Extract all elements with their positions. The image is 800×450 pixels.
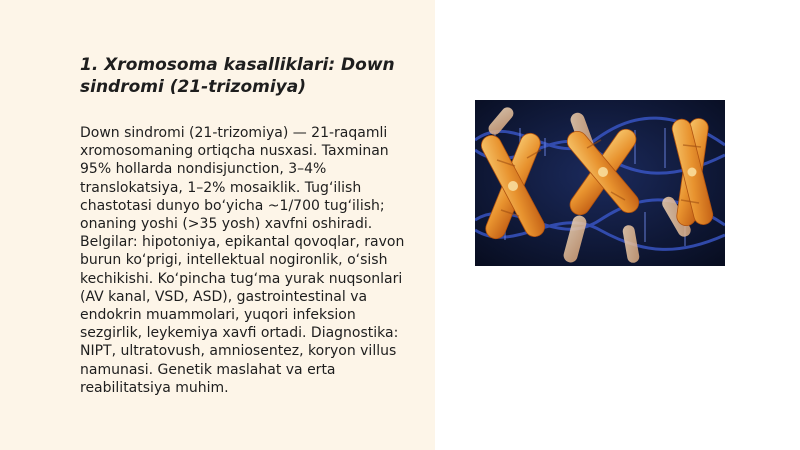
chromosomes-image xyxy=(475,100,725,266)
slide-body-text: Down sindromi (21-trizomiya) — 21-raqamli xromosomaning ortiqcha nusxasi. Taxminan 95% hollarda nondisjunction, 3–4% translokatsiya, 1–2% mosaiklik. Tug‘ilish chastotasi dunyo bo‘yicha ~1/700 tug‘ilish; onaning yoshi (>35 yosh) xavfni oshiradi. Belgilar: hipotoniya, epikantal qovoqlar, ravon burun ko‘prigi, intellektual nogironlik, o‘sish kechikishi. Ko‘pincha tug‘ma yurak nuqsonlari (AV kanal, VSD, ASD), gastrointestinal va endokrin muammolari, yuqori infeksion sezgirlik, leykemiya xavfi ortadi. Diagnostika: NIPT, ultratovush, amniosentez, koryon villus namunasi. Genetik maslahat va erta reabilitatsiya muhim. xyxy=(80,125,405,396)
slide-title: 1. Xromosoma kasalliklari: Down sindromi (21-trizomiya) xyxy=(80,55,395,97)
